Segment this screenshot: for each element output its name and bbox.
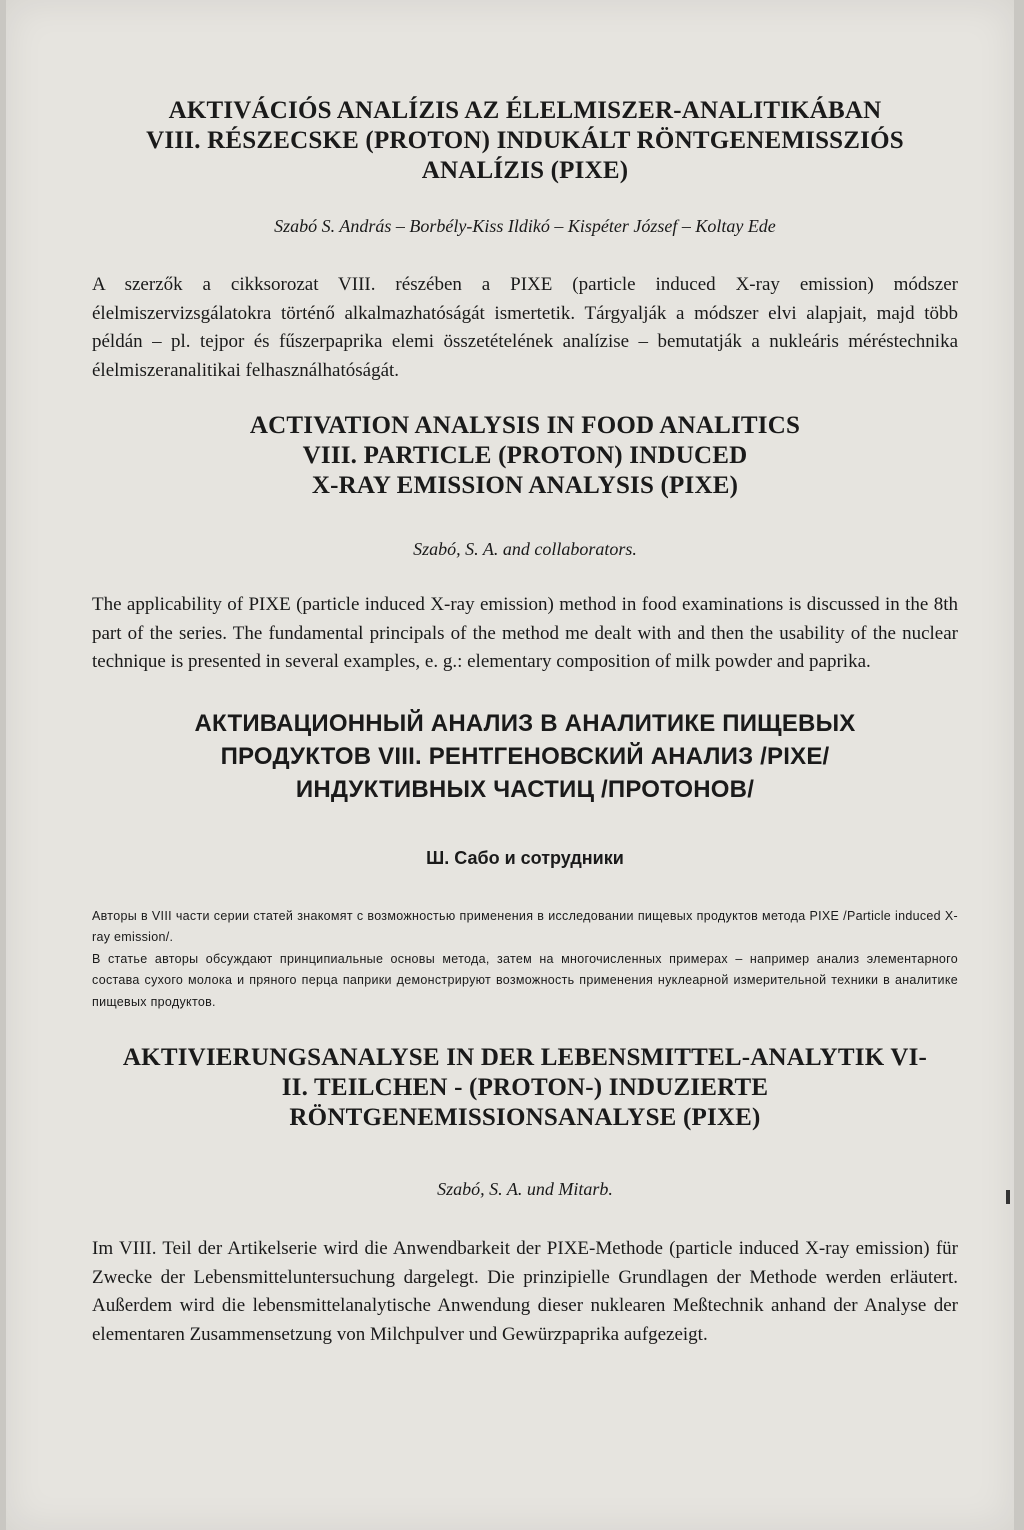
abstract-paragraph: A szerzők a cikksorozat VIII. részében a PIXE (particle induced X-ray emission) módszer élelmiszervizsgálatokra történő alkalmazhatóságát ismertetik. Tárgyalják a módszer elvi alapjait, majd több példán – pl. tejpor és fűszerpaprika elemi összetételének analízise – bemutatják a nukleáris méréstechnika élelmiszeranalitikai felhasználhatóságát. (92, 274, 958, 381)
abstract-section-russian (92, 707, 958, 1014)
abstract-paragraph: The applicability of PIXE (particle induced X-ray emission) method in food examinations is discussed in the 8th part of the series. The fundamental principals of the method me dealt with and then the usability of the nuclear technique is presented in several examples, e. g.: elementary composition of milk powder and paprika. (92, 594, 958, 672)
page-content (92, 96, 958, 1349)
abstract-section-hungarian (92, 96, 958, 385)
abstract-paragraph: Авторы в VIII части серии статей знакомят с возможностью применения в исследовании пищевых продуктов метода PIXE /Particle induced X-ray emission/. (92, 908, 958, 944)
authors: Ш. Сабо и сотрудники (426, 847, 624, 868)
title-line: AKTIVIERUNGSANALYSE IN DER LEBENSMITTEL-ANALYTIK VI- (122, 1044, 928, 1071)
title-line: ИНДУКТИВНЫХ ЧАСТИЦ /ПРОТОНОВ/ (295, 775, 755, 803)
page-edge-mark (1006, 1190, 1010, 1204)
section-title (92, 96, 958, 186)
title-line: ACTIVATION ANALYSIS IN FOOD ANALITICS (249, 412, 801, 439)
page (6, 0, 1014, 1530)
title-line: ANALÍZIS (PIXE) (421, 157, 629, 184)
abstract-section-english (92, 411, 958, 677)
abstract-paragraph: Im VIII. Teil der Artikelserie wird die Anwendbarkeit der PIXE-Methode (particle induced X-ray emission) für Zwecke der Lebensmitteluntersuchung dargelegt. Die prinzipielle Grundlagen der Methode werden erläutert. Außerdem wird die lebensmittelanalytische Anwendung dieser nuklearen Meßtechnik anhand der Analyse der elementaren Zusammensetzung von Milchpulver und Gewürzpaprika aufgezeigt. (92, 1238, 958, 1345)
title-line: X-RAY EMISSION ANALYSIS (PIXE) (311, 472, 739, 499)
title-line: ПРОДУКТОВ VIII. РЕНТГЕНОВСКИЙ АНАЛИЗ /PIXE/ (220, 742, 830, 770)
title-line: II. TEILCHEN - (PROTON-) INDUZIERTE (281, 1074, 769, 1101)
title-line: АКТИВАЦИОННЫЙ АНАЛИЗ В АНАЛИТИКЕ ПИЩЕВЫХ (194, 709, 856, 737)
abstract-paragraph: В статье авторы обсуждают принципиальные основы метода, затем на многочисленных примерах – например анализ элементарного состава сухого молока и пряного перца паприки демонстрируют возможность применения нуклеарной измерительной техники в аналитике пищевых продуктов. (92, 951, 958, 1009)
title-line: RÖNTGENEMISSIONSANALYSE (PIXE) (289, 1104, 761, 1131)
abstract-text (92, 906, 958, 1014)
title-line: VIII. RÉSZECSKE (PROTON) INDUKÁLT RÖNTGENEMISSZIÓS (146, 127, 904, 154)
section-title (92, 1043, 958, 1133)
abstract-text (92, 591, 958, 677)
abstract-section-german (92, 1043, 958, 1349)
abstract-text (92, 1235, 958, 1349)
title-line: VIII. PARTICLE (PROTON) INDUCED (302, 442, 748, 469)
title-line: AKTIVÁCIÓS ANALÍZIS AZ ÉLELMISZER-ANALITIKÁBAN (168, 97, 882, 124)
authors: Szabó, S. A. und Mitarb. (437, 1179, 613, 1199)
authors: Szabó, S. A. and collaborators. (413, 539, 637, 559)
section-title (92, 411, 958, 501)
abstract-text (92, 271, 958, 385)
authors: Szabó S. András – Borbély-Kiss Ildikó – Kispéter József – Koltay Ede (274, 216, 776, 236)
section-title (92, 707, 958, 806)
